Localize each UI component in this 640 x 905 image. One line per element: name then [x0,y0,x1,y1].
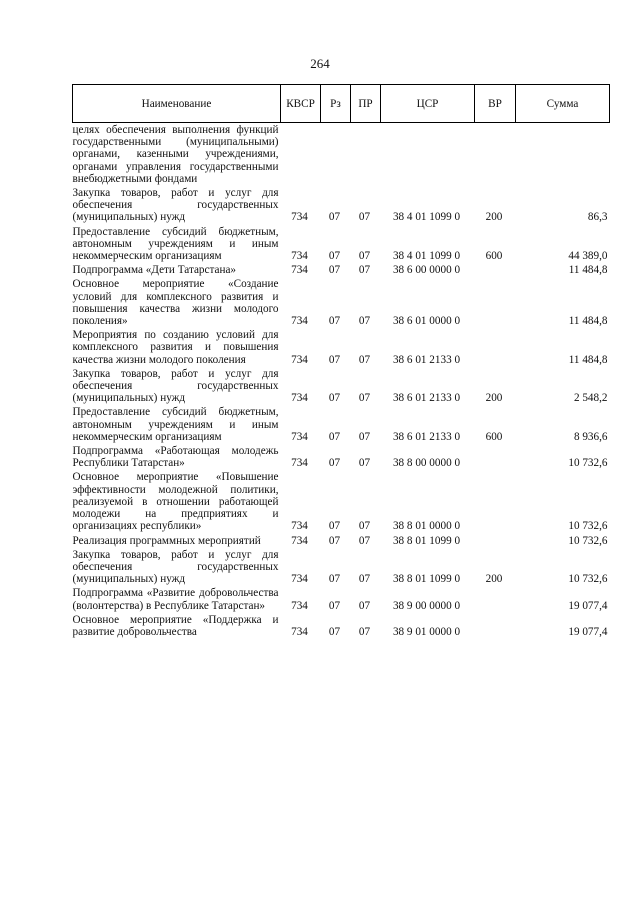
cell-name: Закупка товаров, работ и услуг для обеспечения государственных (муниципальных) нужд [72,548,279,586]
header-name: Наименование [73,85,281,123]
table-row [73,444,610,470]
cell-name: Подпрограмма «Дети Татарстана» [72,264,237,277]
cell-name: Реализация программных мероприятий [72,534,261,547]
table-row [73,186,610,225]
cell-pr: 07 [358,250,371,263]
cell-pr: 07 [358,430,371,443]
cell-sum: 11 484,8 [568,264,608,277]
cell-sum: 19 077,4 [568,599,608,612]
budget-table [72,84,610,639]
cell-rz: 07 [328,625,341,638]
cell-vr [475,328,516,367]
cell-csr: 38 6 01 2133 0 [392,430,461,443]
cell-sum: 10 732,6 [568,534,608,547]
table-row [73,405,610,444]
cell-vr: 600 [485,430,503,443]
cell-sum: 19 077,4 [568,625,608,638]
cell-sum: 11 484,8 [568,315,608,328]
cell-rz: 07 [328,457,341,470]
cell-csr: 38 9 01 0000 0 [392,625,461,638]
cell-csr: 38 9 00 0000 0 [392,599,461,612]
header-pr: ПР [351,85,381,123]
cell-rz: 07 [328,250,341,263]
cell-pr: 07 [358,315,371,328]
cell-kvsr: 734 [291,573,308,586]
table-row [73,328,610,367]
cell-sum: 10 732,6 [568,520,608,533]
cell-sum: 11 484,8 [568,353,608,366]
cell-csr: 38 6 01 2133 0 [392,392,461,405]
table-row [73,586,610,612]
cell-vr [475,470,516,533]
cell-sum: 8 936,6 [573,430,608,443]
cell-kvsr: 734 [291,534,308,547]
cell-rz: 07 [328,392,341,405]
cell-vr: 200 [485,573,503,586]
table-row [73,534,610,548]
cell-kvsr: 734 [291,625,308,638]
cell-vr [475,613,516,639]
cell-name: Закупка товаров, работ и услуг для обеспечения государственных (муниципальных) нужд [72,187,279,224]
cell-sum: 86,3 [587,211,608,224]
cell-sum: 2 548,2 [573,392,608,405]
cell-name: Подпрограмма «Развитие добровольчества (волонтерства) в Республике Татарстан» [72,587,279,612]
cell-pr: 07 [358,625,371,638]
cell-rz: 07 [328,315,341,328]
cell-vr [475,277,516,328]
cell-rz [321,123,351,187]
cell-kvsr: 734 [291,392,308,405]
table-row [73,225,610,264]
cell-pr [351,123,381,187]
cell-pr: 07 [358,599,371,612]
cell-vr [475,263,516,277]
cell-pr: 07 [358,211,371,224]
table-row [73,263,610,277]
cell-name: Предоставление субсидий бюджетным, автономным учреждениям и иным некоммерческим организациям [72,225,279,263]
cell-name: Закупка товаров, работ и услуг для обеспечения государственных (муниципальных) нужд [72,367,279,405]
cell-rz: 07 [328,520,341,533]
cell-pr: 07 [358,392,371,405]
cell-sum: 10 732,6 [568,457,608,470]
cell-name: Предоставление субсидий бюджетным, автономным учреждениям и иным некоммерческим организациям [72,406,279,443]
cell-vr [475,534,516,548]
page-number: 264 [310,56,330,71]
cell-csr: 38 8 01 0000 0 [392,520,461,533]
cell-rz: 07 [328,599,341,612]
cell-sum [516,123,610,187]
table-row [73,470,610,533]
cell-vr: 200 [485,211,503,224]
table-row [73,123,610,187]
cell-name: Основное мероприятие «Повышение эффективности молодежной политики, реализуемой в отношении работающей молодежи на предприятиях и организациях республики» [72,471,279,533]
cell-kvsr: 734 [291,457,308,470]
cell-name: целях обеспечения выполнения функций государственными (муниципальными) органами, казенными учреждениями, органами управления государственными внебюджетными фондами [72,124,279,185]
cell-vr: 600 [485,250,503,263]
header-sum: Сумма [516,85,610,123]
cell-name: Подпрограмма «Работающая молодежь Республики Татарстан» [72,445,279,470]
cell-vr [475,586,516,612]
cell-csr: 38 8 01 1099 0 [392,573,461,586]
table-row [73,277,610,328]
cell-pr: 07 [358,520,371,533]
cell-rz: 07 [328,534,341,547]
table-row [73,367,610,406]
cell-pr: 07 [358,457,371,470]
cell-rz: 07 [328,573,341,586]
cell-rz: 07 [328,353,341,366]
cell-csr [381,123,475,187]
cell-kvsr: 734 [291,599,308,612]
cell-kvsr: 734 [291,353,308,366]
cell-pr: 07 [358,573,371,586]
cell-rz: 07 [328,211,341,224]
cell-kvsr: 734 [291,315,308,328]
cell-rz: 07 [328,264,341,277]
cell-csr: 38 4 01 1099 0 [392,211,461,224]
header-kvsr: КВСР [281,85,321,123]
cell-name: Основное мероприятие «Поддержка и развитие добровольчества [72,613,279,638]
cell-sum: 10 732,6 [568,573,608,586]
header-csr: ЦСР [381,85,475,123]
table-header-row [73,85,610,123]
cell-name: Мероприятия по созданию условий для комплексного развития и повышения качества жизни молодого поколения [72,329,279,366]
cell-csr: 38 6 01 2133 0 [392,353,461,366]
cell-sum: 44 389,0 [568,250,608,263]
header-vr: ВР [475,85,516,123]
cell-vr: 200 [485,392,503,405]
cell-csr: 38 6 01 0000 0 [392,315,461,328]
cell-csr: 38 8 00 0000 0 [392,457,461,470]
cell-kvsr [281,123,321,187]
cell-pr: 07 [358,534,371,547]
cell-kvsr: 734 [291,430,308,443]
cell-name: Основное мероприятие «Создание условий для комплексного развития и повышения качества жизни молодого поколения» [72,278,279,328]
cell-vr [475,123,516,187]
cell-kvsr: 734 [291,520,308,533]
table-row [73,613,610,639]
cell-csr: 38 6 00 0000 0 [392,264,461,277]
cell-csr: 38 4 01 1099 0 [392,250,461,263]
cell-kvsr: 734 [291,250,308,263]
table-row [73,548,610,587]
cell-kvsr: 734 [291,211,308,224]
cell-vr [475,444,516,470]
cell-rz: 07 [328,430,341,443]
cell-pr: 07 [358,353,371,366]
cell-kvsr: 734 [291,264,308,277]
cell-csr: 38 8 01 1099 0 [392,534,461,547]
cell-pr: 07 [358,264,371,277]
header-rz: Рз [321,85,351,123]
